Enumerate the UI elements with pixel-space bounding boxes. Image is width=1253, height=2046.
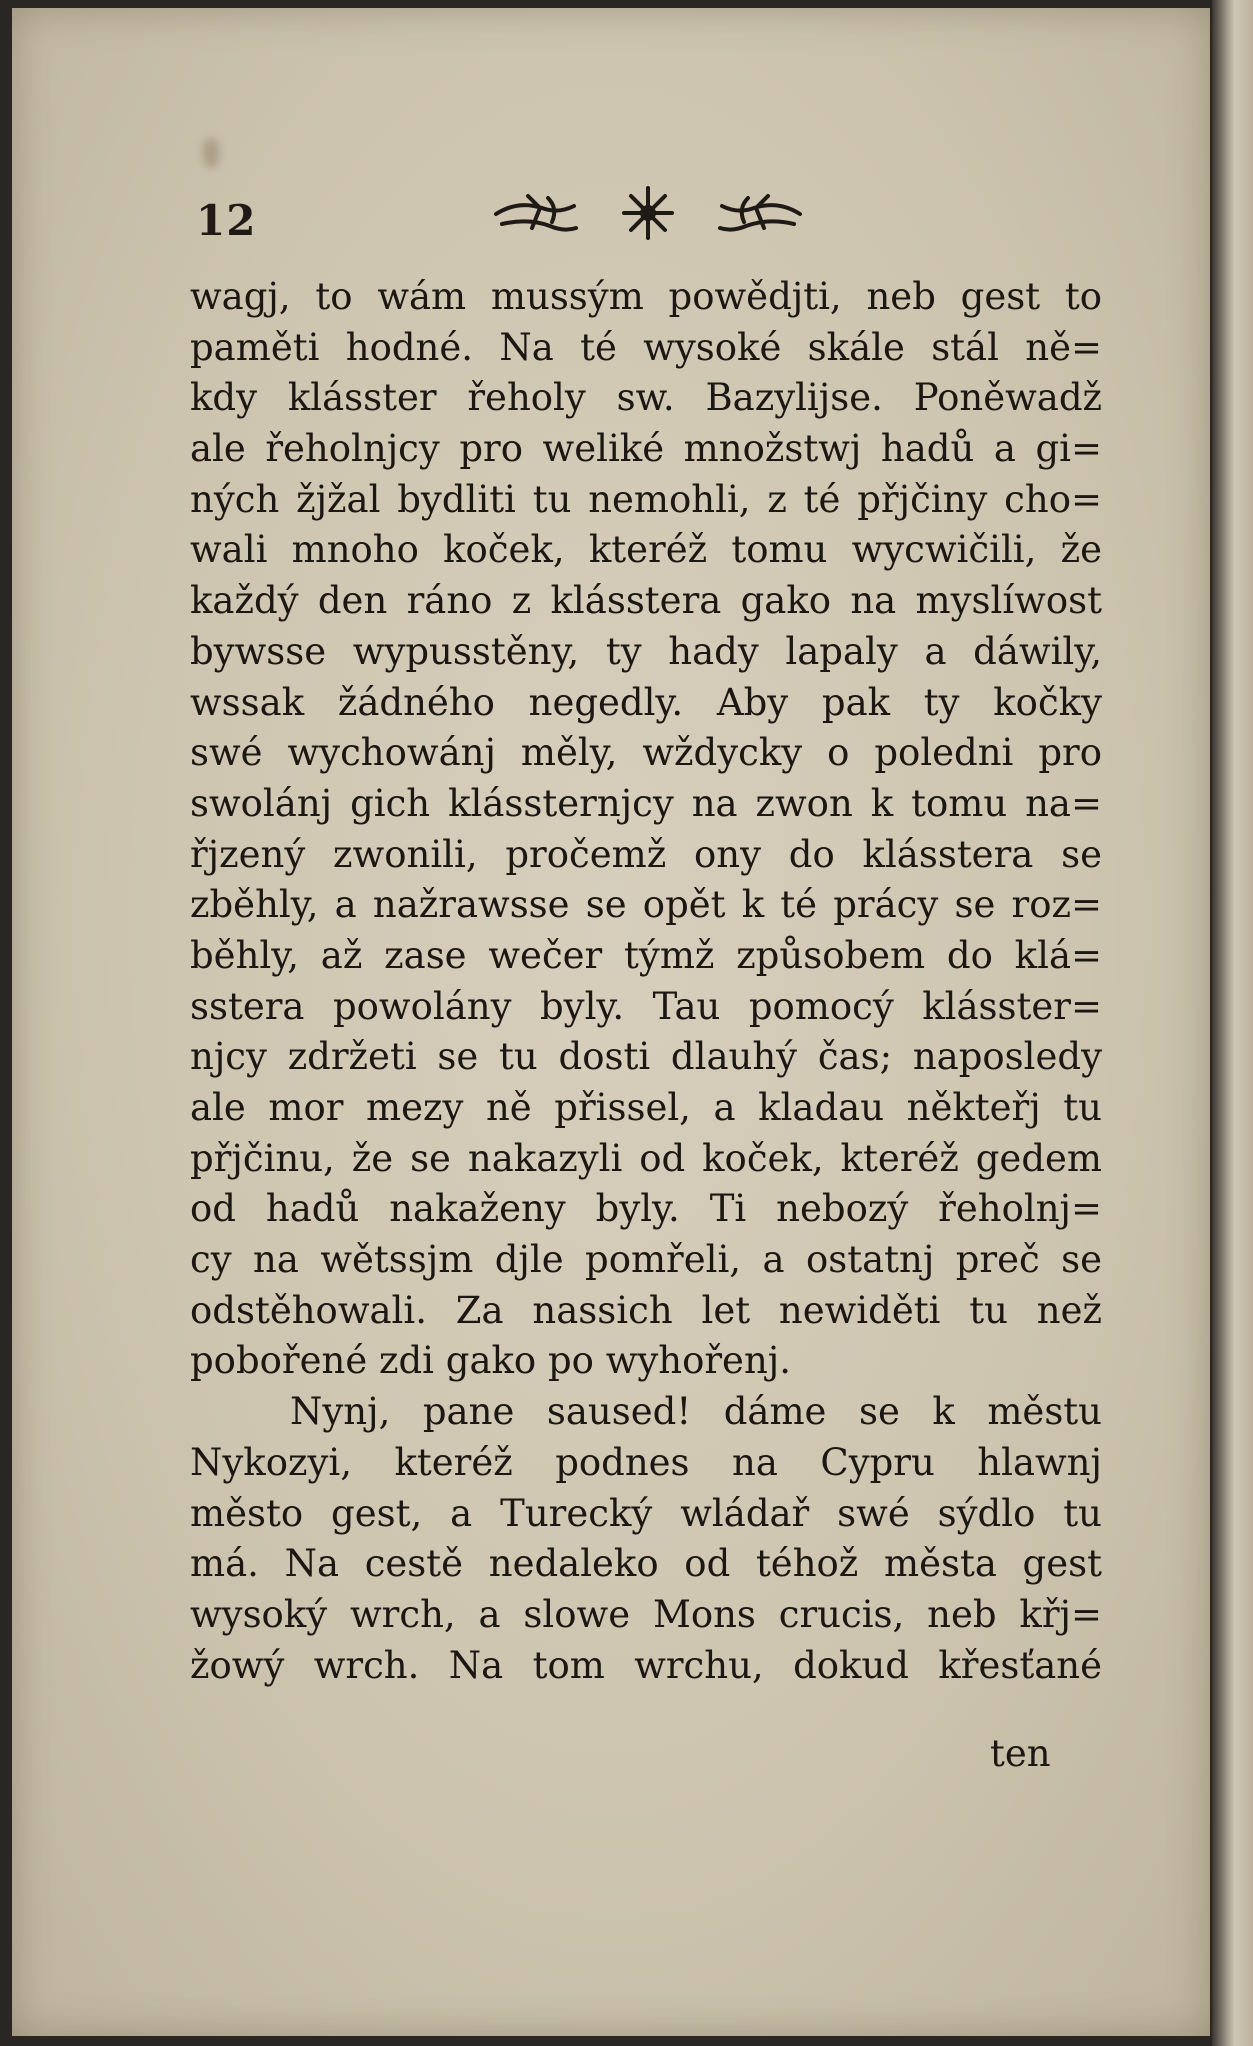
body-text [190,272,1102,1691]
text-line: město gest, a Turecký wládař swé sýdlo tu [190,1491,1102,1535]
text-line: zběhly, a nažrawsse se opět k té prácy se roz= [190,883,1102,927]
text-line: ných žjžal bydliti tu nemohli, z té přjčiny cho= [190,477,1102,521]
text-line: wssak žádného negedly. Aby pak ty kočky [190,680,1102,724]
text-line: paměti hodné. Na té wysoké skále stál ně= [190,325,1102,369]
text-line: běhly, až zase wečer týmž způsobem do klá= [190,933,1102,977]
text-line: swolánj gich klássternjcy na zwon k tomu na= [190,781,1102,825]
text-line: od hadů nakaženy byly. Ti nebozý řeholnj= [190,1187,1102,1231]
page-number: 12 [196,196,257,245]
text-line: ale řeholnjcy pro weliké množstwj hadů a gi= [190,427,1102,471]
text-line: kdy klásster řeholy sw. Bazylijse. Poněwadž [190,376,1102,420]
catchword: ten [990,1732,1051,1775]
text-line: wysoký wrch, a slowe Mons crucis, neb křj= [190,1592,1102,1636]
text-line: wali mnoho koček, kteréž tomu wycwičili, že [190,528,1102,572]
text-line: má. Na cestě nedaleko od téhož města gest [190,1542,1102,1586]
fleuron-ornament [488,178,808,248]
text-line: odstěhowali. Za nassich let newiděti tu než [190,1288,1102,1332]
text-line: njcy zdržeti se tu dosti dlauhý čas; naposledy [190,1035,1102,1079]
text-line: Nykozyi, kteréž podnes na Cypru hlawnj [190,1440,1102,1484]
text-line: swé wychowánj měly, wždycky o poledni pro [190,731,1102,775]
text-line: wagj, to wám mussým powědjti, neb gest to [190,275,1102,318]
paragraph-2 [190,1387,1102,1691]
paragraph-1 [190,272,1102,1387]
text-line: žowý wrch. Na tom wrchu, dokud křesťané [190,1643,1102,1687]
text-line: Nynj, pane saused! dáme se k městu [290,1390,1102,1434]
text-line: sstera powolány byly. Tau pomocý klásster= [190,984,1102,1028]
text-line: přjčinu, že se nakazyli od koček, kteréž gedem [190,1136,1102,1180]
text-line: každý den ráno z klásstera gako na myslíwost [190,579,1102,623]
text-line: ale mor mezy ně přissel, a kladau někteřj tu [190,1086,1102,1129]
paper-stain [202,138,220,168]
text-line: řjzený zwonili, pročemž ony do klásstera se [190,832,1102,876]
text-line: pobořené zdi gako po wyhořenj. [190,1339,792,1383]
text-line: cy na wětssjm djle pomřeli, a ostatnj preč se [190,1238,1102,1282]
adjacent-page-edge [1212,0,1253,2046]
text-line: bywsse wypusstěny, ty hady lapaly a dáwily, [190,629,1102,673]
